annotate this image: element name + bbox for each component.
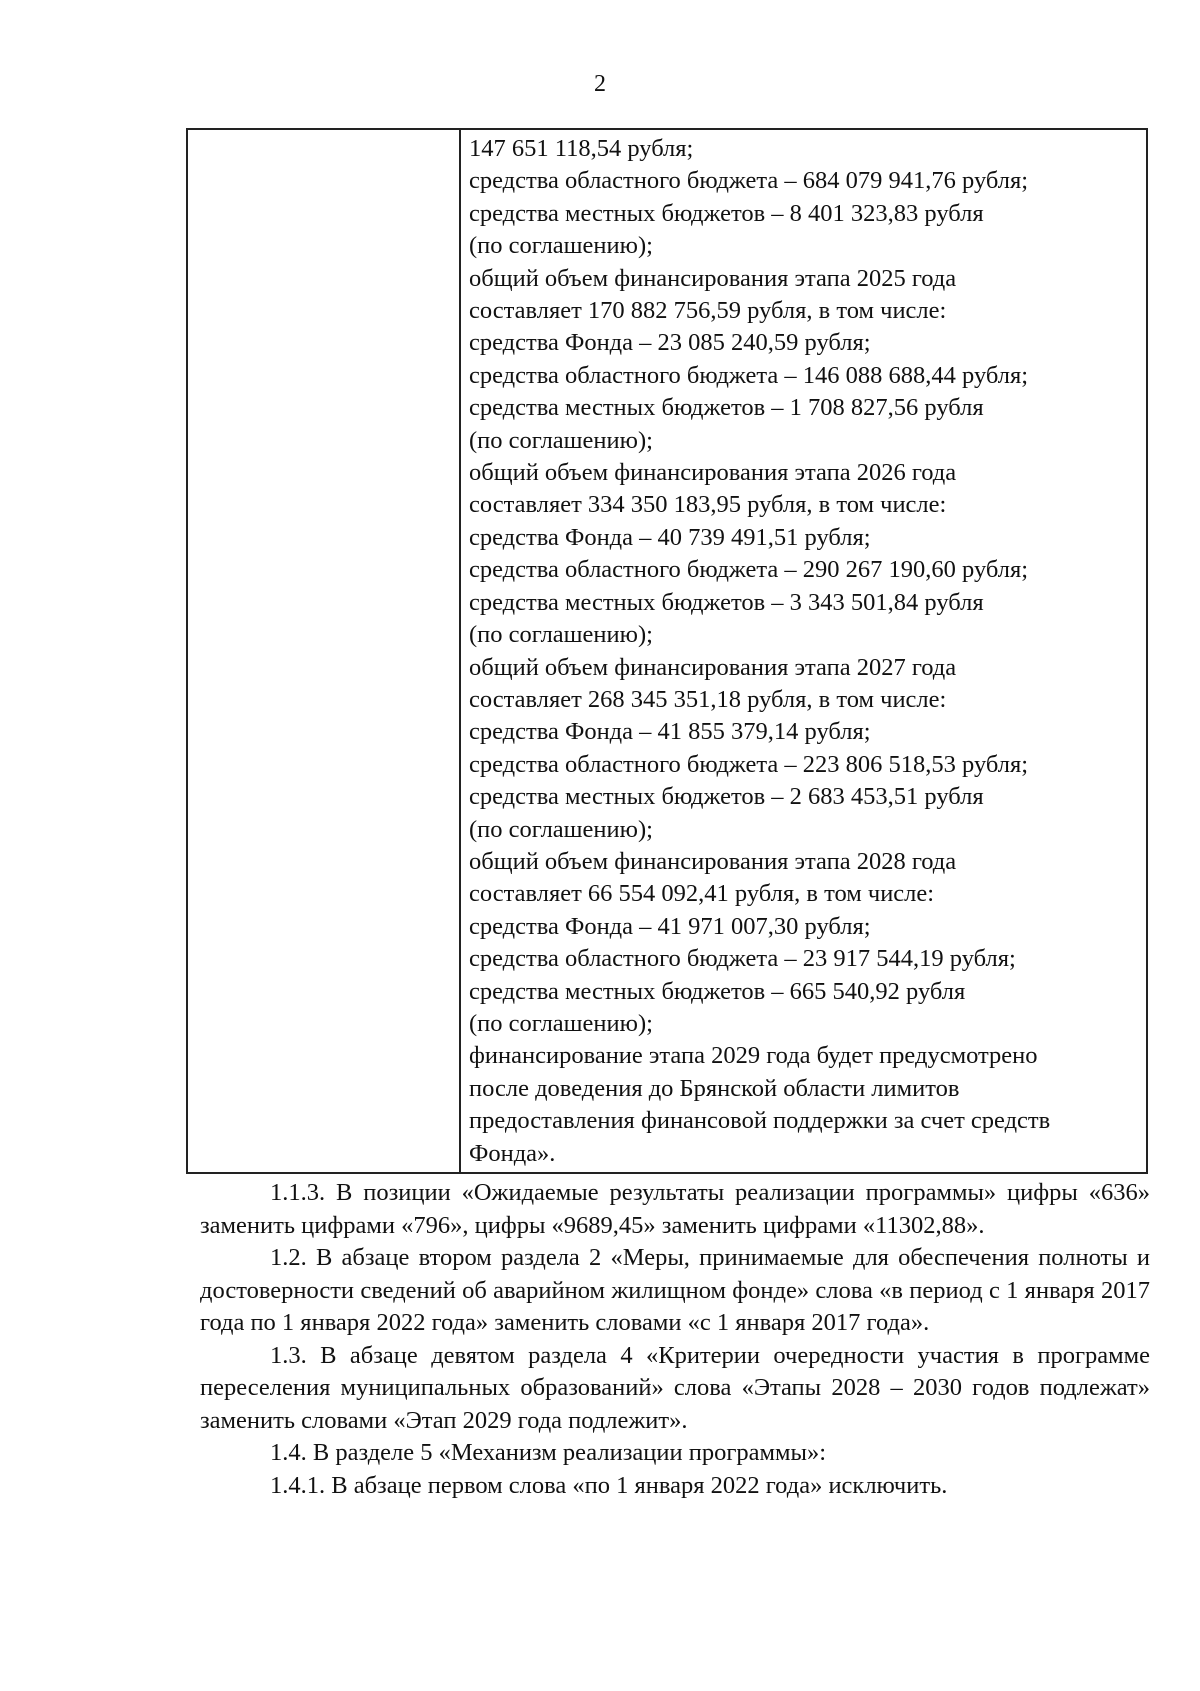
page-number: 2 [594, 71, 606, 97]
paragraph-1-4-1: 1.4.1. В абзаце первом слова «по 1 января 2022 года» исключить. [270, 1471, 948, 1499]
table-line: 147 651 118,54 рубля; [469, 135, 694, 162]
table-line: (по соглашению); [469, 1009, 653, 1037]
paragraph-1-1-3: 1.1.3. В позиции «Ожидаемые результаты реализации программы» цифры «636» заменить цифрами «796», цифры «9689,45» заменить цифрами «11302,88». [200, 1179, 1150, 1239]
table-line: средства местных бюджетов – 8 401 323,83 рубля [469, 199, 984, 227]
table-line: средства местных бюджетов – 3 343 501,84 рубля [469, 588, 984, 616]
table-line: средства Фонда – 41 855 379,14 рубля; [469, 718, 871, 746]
table-line: средства местных бюджетов – 1 708 827,56 рубля [469, 394, 984, 422]
table-line: средства Фонда – 40 739 491,51 рубля; [469, 523, 871, 551]
table-line: предоставления финансовой поддержки за счет средств [469, 1107, 1051, 1135]
table-line: финансирование этапа 2029 года будет предусмотрено [469, 1042, 1038, 1070]
paragraph-1-2: 1.2. В абзаце втором раздела 2 «Меры, принимаемые для обеспечения полноты и достоверности сведений об аварийном жилищном фонде» слова «в период с 1 января 2017 года по 1 января 2022 года» заменить словами «с 1 января 2017 года». [200, 1244, 1150, 1336]
table-line: составляет 170 882 756,59 рубля, в том числе: [469, 297, 947, 325]
table-line: средства областного бюджета – 146 088 688,44 рубля; [469, 361, 1029, 389]
table-line: (по соглашению); [469, 232, 653, 260]
table-line: средства местных бюджетов – 2 683 453,51 рубля [469, 783, 984, 811]
table-line: средства Фонда – 41 971 007,30 рубля; [469, 912, 871, 940]
table-line: (по соглашению); [469, 815, 653, 843]
table-line: общий объем финансирования этапа 2027 года [469, 653, 957, 681]
table-line: средства областного бюджета – 684 079 941,76 рубля; [469, 167, 1029, 195]
paragraph-1-3: 1.3. В абзаце девятом раздела 4 «Критерии очередности участия в программе переселения муниципальных образований» слова «Этапы 2028 – 2030 годов подлежат» заменить словами «Этап 2029 года подлежит». [200, 1341, 1150, 1434]
table-line: (по соглашению); [469, 426, 653, 454]
table-line: Фонда». [469, 1139, 556, 1167]
table-line: после доведения до Брянской области лимитов [469, 1074, 960, 1102]
table-line: общий объем финансирования этапа 2028 года [469, 847, 957, 875]
paragraph-1-4: 1.4. В разделе 5 «Механизм реализации программы»: [270, 1439, 827, 1466]
table-line: средства местных бюджетов – 665 540,92 рубля [469, 977, 966, 1005]
table-line: средства Фонда – 23 085 240,59 рубля; [469, 329, 871, 357]
amendment-text [200, 1177, 1150, 1502]
financing-table [186, 128, 1148, 1174]
table-line: средства областного бюджета – 23 917 544,19 рубля; [469, 945, 1016, 973]
table-line: средства областного бюджета – 290 267 190,60 рубля; [469, 556, 1029, 584]
table-line: общий объем финансирования этапа 2025 года [469, 264, 957, 292]
table-left-cell [188, 130, 461, 1172]
table-line: общий объем финансирования этапа 2026 года [469, 459, 957, 487]
table-line: (по соглашению); [469, 621, 653, 649]
table-line: средства областного бюджета – 223 806 518,53 рубля; [469, 750, 1029, 778]
table-line: составляет 334 350 183,95 рубля, в том числе: [469, 491, 947, 519]
table-line: составляет 66 554 092,41 рубля, в том числе: [469, 880, 935, 908]
table-right-cell [469, 133, 1144, 1170]
table-line: составляет 268 345 351,18 рубля, в том числе: [469, 685, 947, 713]
